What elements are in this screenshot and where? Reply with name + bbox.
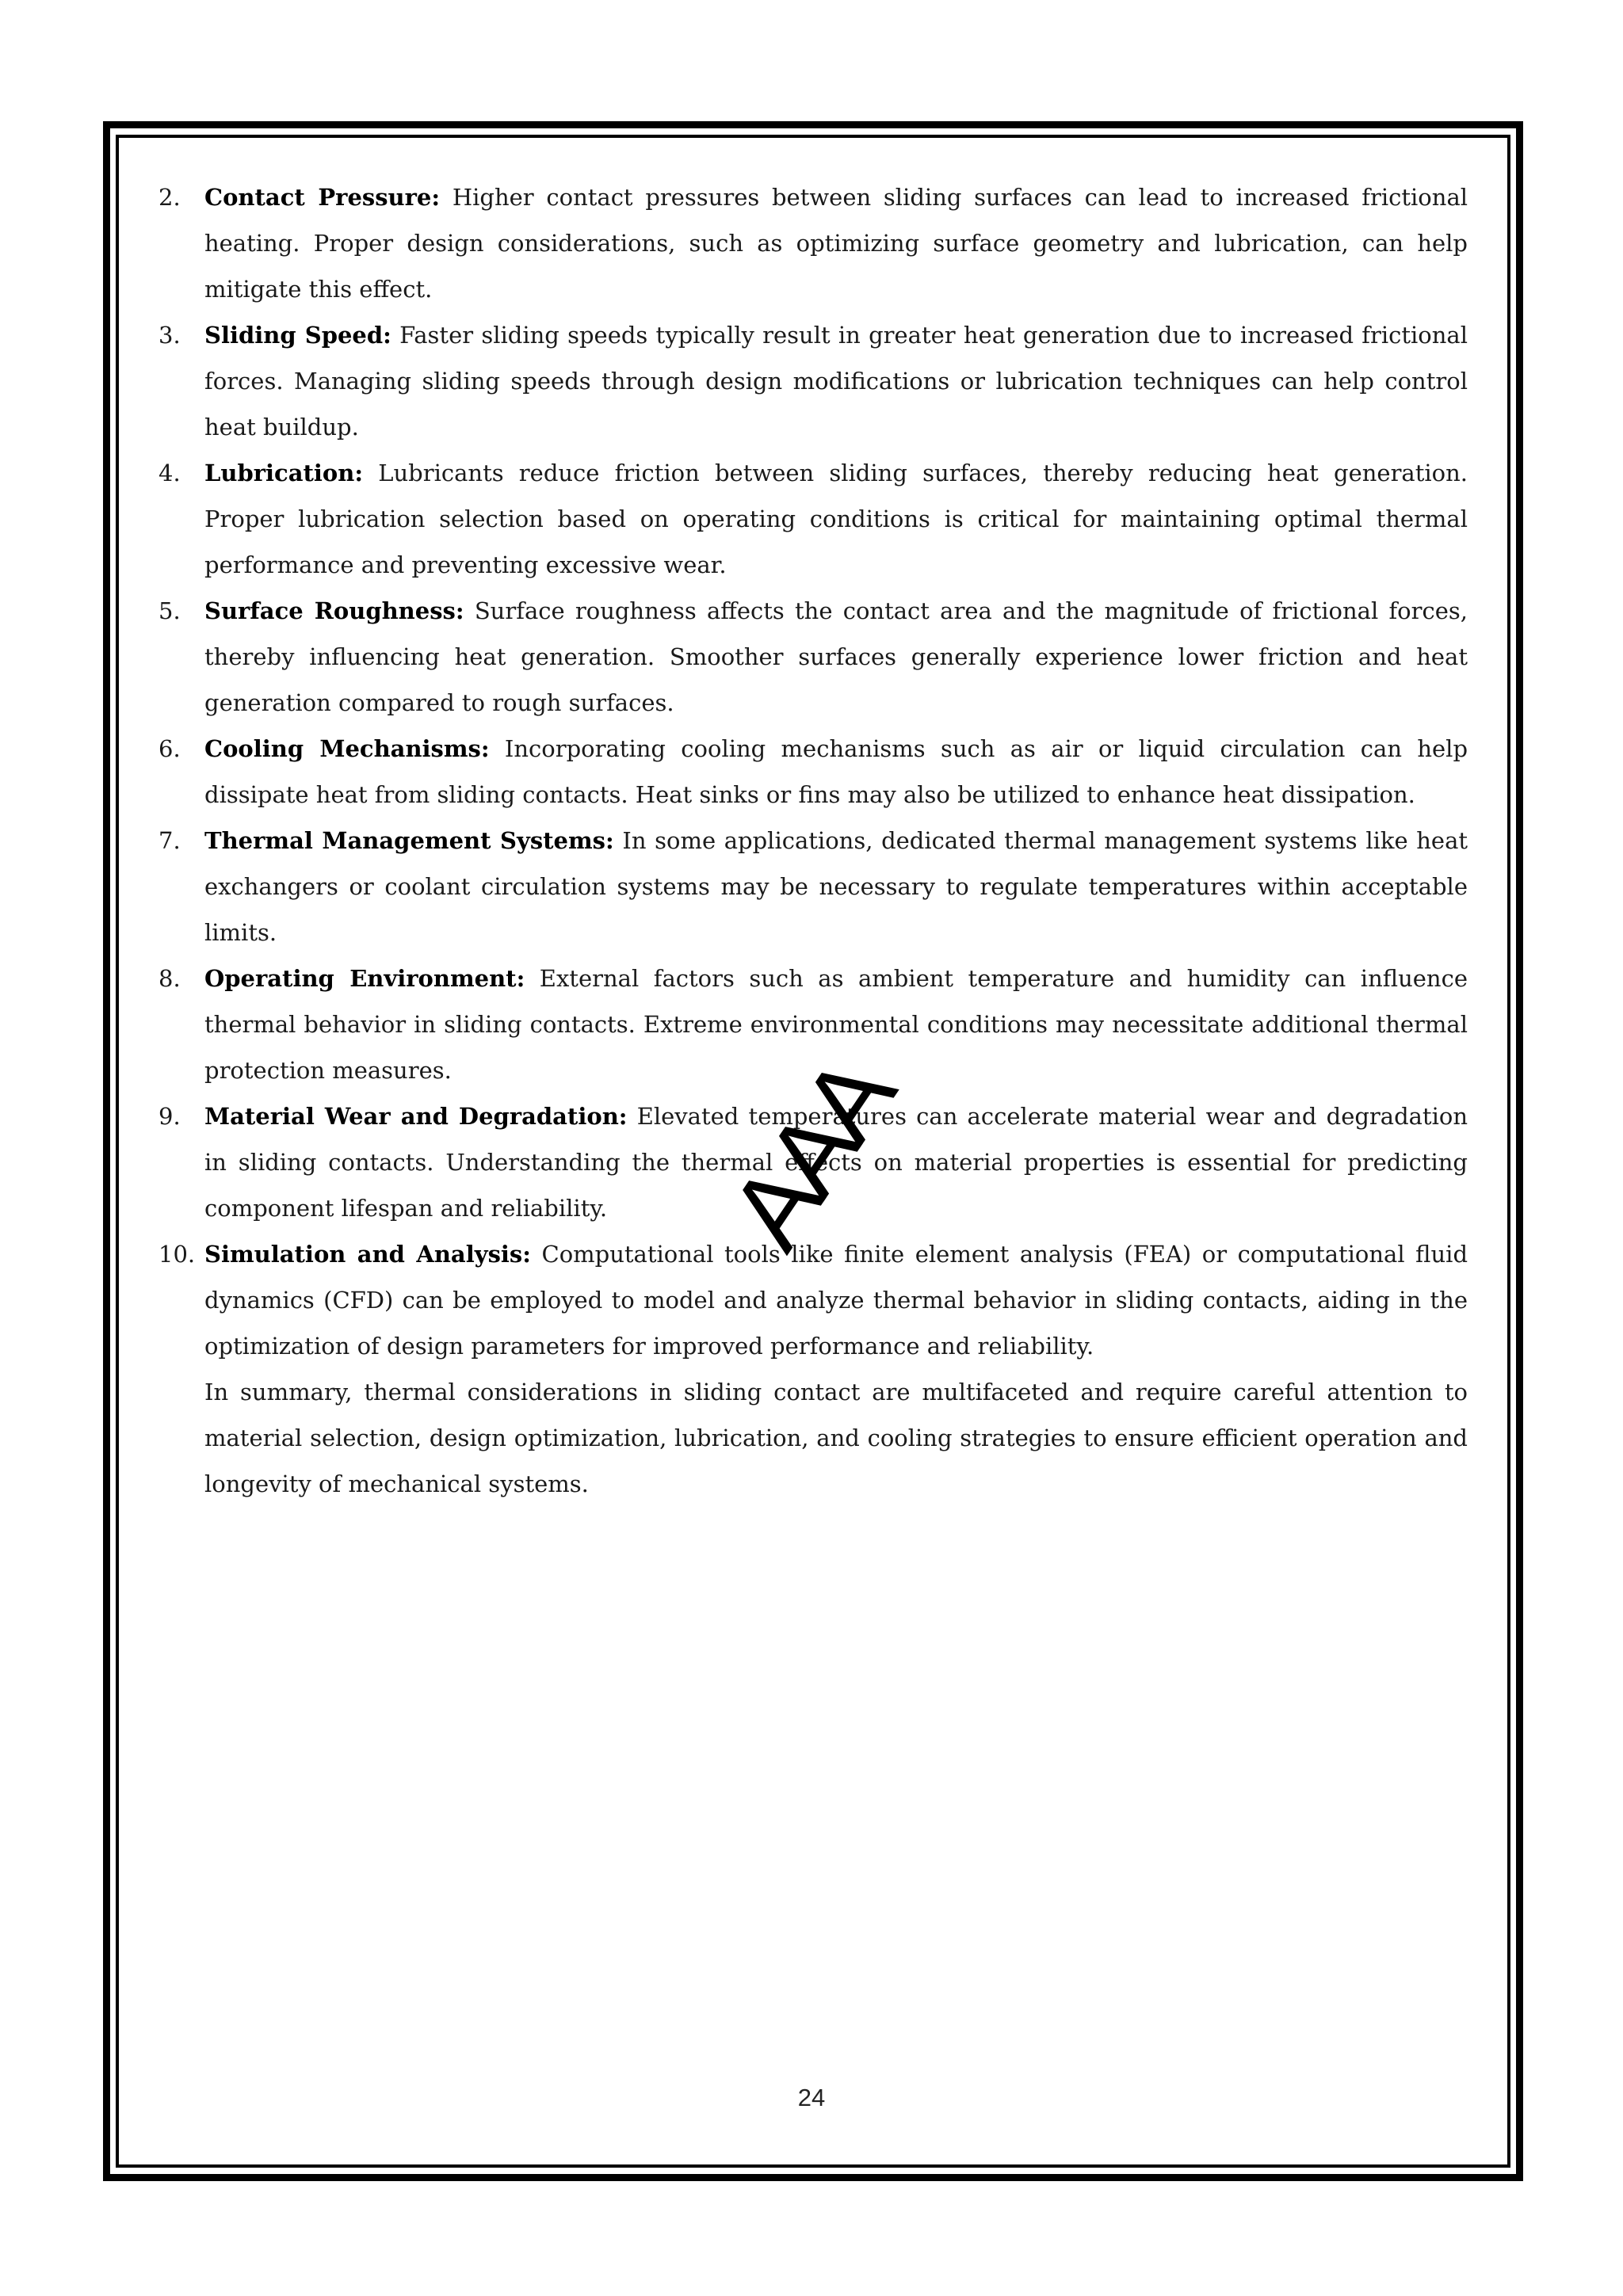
list-item-thermal-management-systems xyxy=(158,818,1468,955)
list-item-contact-pressure xyxy=(158,174,1468,312)
list-number: 2. xyxy=(158,184,181,211)
page-content xyxy=(158,174,1468,1507)
list-number: 9. xyxy=(158,1103,181,1130)
list-item-sliding-speed xyxy=(158,312,1468,450)
list-number: 4. xyxy=(158,460,181,486)
list-number: 5. xyxy=(158,597,181,624)
item-text: In some applications, dedicated thermal management systems like heat exchangers or coolant circulation systems may be necessary to regulate temperatures within acceptable limits. xyxy=(204,827,1468,946)
list-number: 7. xyxy=(158,827,181,854)
item-text: Lubricants reduce friction between sliding surfaces, thereby reducing heat generation. Proper lubrication selection based on operating conditions is critical for maintaining optimal thermal performance and preventing excessive wear. xyxy=(204,460,1468,578)
item-text: Higher contact pressures between sliding surfaces can lead to increased frictional heating. Proper design considerations, such as optimizing surface geometry and lubrication, can help mitigate this effect. xyxy=(204,184,1468,303)
item-text: Incorporating cooling mechanisms such as air or liquid circulation can help dissipate heat from sliding contacts. Heat sinks or fins may also be utilized to enhance heat dissipation. xyxy=(204,735,1468,808)
item-title: Simulation and Analysis: xyxy=(204,1241,531,1268)
page-number: 24 xyxy=(797,2084,826,2111)
item-text: Faster sliding speeds typically result in greater heat generation due to increased frictional forces. Managing sliding speeds through design modifications or lubrication techniques can help control heat buildup. xyxy=(204,322,1468,441)
watermark: AAA xyxy=(706,1040,915,1269)
item-title: Thermal Management Systems: xyxy=(204,827,614,854)
item-title: Contact Pressure: xyxy=(204,184,441,211)
item-title: Lubrication: xyxy=(204,460,364,486)
list-number: 8. xyxy=(158,965,181,992)
item-text: Surface roughness affects the contact area and the magnitude of frictional forces, thereby influencing heat generation. Smoother surfaces generally experience lower friction and heat generation compared to rough surfaces. xyxy=(204,597,1468,716)
list-item-cooling-mechanisms xyxy=(158,726,1468,818)
item-text: Elevated temperatures can accelerate material wear and degradation in sliding contacts. Understanding the thermal effects on material properties is essential for predicting component lifespan and reliability. xyxy=(204,1103,1468,1222)
item-text: Computational tools like finite element analysis (FEA) or computational fluid dynamics (CFD) can be employed to model and analyze thermal behavior in sliding contacts, aiding in the optimization of design parameters for improved performance and reliability. xyxy=(204,1241,1468,1360)
item-title: Material Wear and Degradation: xyxy=(204,1103,628,1130)
list-item-lubrication xyxy=(158,450,1468,588)
item-title: Sliding Speed: xyxy=(204,322,391,349)
list-number: 10. xyxy=(158,1241,196,1268)
item-title: Surface Roughness: xyxy=(204,597,464,624)
item-title: Operating Environment: xyxy=(204,965,525,992)
item-text: External factors such as ambient temperature and humidity can influence thermal behavior in sliding contacts. Extreme environmental conditions may necessitate additional thermal protection measures. xyxy=(204,965,1468,1084)
list-number: 3. xyxy=(158,322,181,349)
list-item-surface-roughness xyxy=(158,588,1468,726)
item-title: Cooling Mechanisms: xyxy=(204,735,490,762)
list-number: 6. xyxy=(158,735,181,762)
summary-paragraph: In summary, thermal considerations in sliding contact are multifaceted and require careful attention to material selection, design optimization, lubrication, and cooling strategies to ensure efficient operation and longevity of mechanical systems. xyxy=(204,1379,1468,1497)
